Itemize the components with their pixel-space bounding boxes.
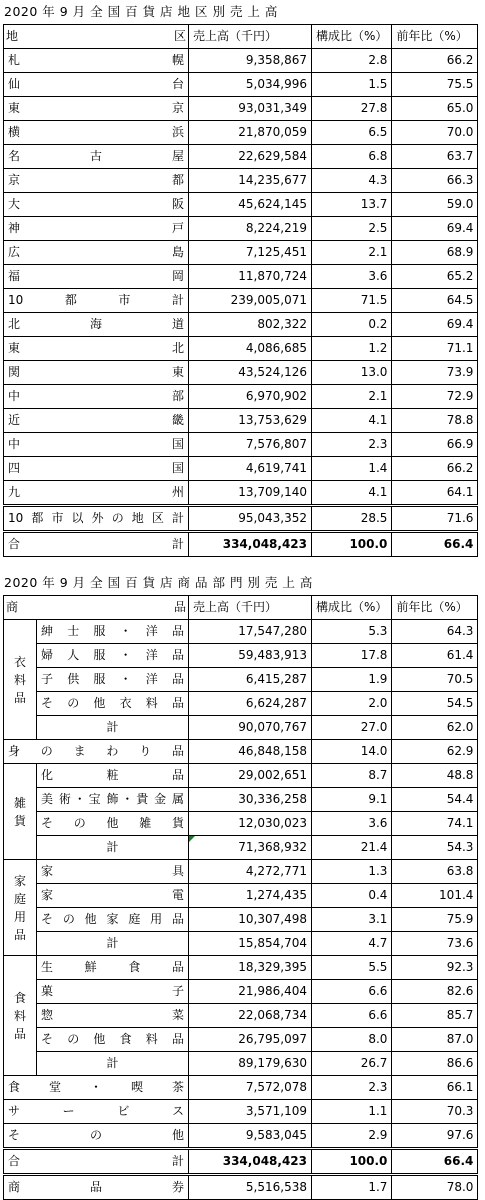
table-row xyxy=(4,1149,478,1175)
sales-value: 14,235,677 xyxy=(189,169,312,193)
table-row xyxy=(4,884,478,908)
yoy-value: 75.9 xyxy=(392,908,478,932)
share-value: 14.0 xyxy=(312,740,392,764)
item-name: 食堂・喫茶 xyxy=(4,1076,189,1100)
region-name: 四国 xyxy=(4,457,189,481)
share-value: 3.6 xyxy=(312,812,392,836)
table-row xyxy=(4,409,478,433)
region-name: 広島 xyxy=(4,241,189,265)
share-value: 1.2 xyxy=(312,337,392,361)
share-value: 100.0 xyxy=(312,532,392,557)
yoy-value: 87.0 xyxy=(392,1028,478,1052)
yoy-value: 68.9 xyxy=(392,241,478,265)
share-value: 1.5 xyxy=(312,73,392,97)
sales-value: 802,322 xyxy=(189,313,312,337)
yoy-value: 71.1 xyxy=(392,337,478,361)
region-name: 神戸 xyxy=(4,217,189,241)
share-value: 5.5 xyxy=(312,956,392,980)
table-row xyxy=(4,764,478,788)
region-name: 中国 xyxy=(4,433,189,457)
yoy-value: 64.5 xyxy=(392,289,478,313)
table-row xyxy=(4,932,478,956)
sales-value: 59,483,913 xyxy=(189,644,312,668)
sales-value: 95,043,352 xyxy=(189,506,312,532)
sales-value: 4,086,685 xyxy=(189,337,312,361)
share-value: 4.3 xyxy=(312,169,392,193)
category-label: 家庭用品 xyxy=(4,860,37,956)
sales-value: 15,854,704 xyxy=(189,932,312,956)
region-name: 大阪 xyxy=(4,193,189,217)
yoy-value: 70.0 xyxy=(392,121,478,145)
sales-value: 5,516,538 xyxy=(189,1175,312,1200)
share-value: 2.1 xyxy=(312,385,392,409)
yoy-value: 101.4 xyxy=(392,884,478,908)
share-value: 2.5 xyxy=(312,217,392,241)
share-value: 3.6 xyxy=(312,265,392,289)
yoy-value: 70.3 xyxy=(392,1100,478,1124)
table-row xyxy=(4,169,478,193)
table-row xyxy=(4,956,478,980)
sales-value: 4,619,741 xyxy=(189,457,312,481)
yoy-value: 54.5 xyxy=(392,692,478,716)
yoy-value: 64.1 xyxy=(392,481,478,506)
table-row xyxy=(4,1028,478,1052)
sales-value: 45,624,145 xyxy=(189,193,312,217)
table-row xyxy=(4,217,478,241)
share-value: 13.0 xyxy=(312,361,392,385)
table-row xyxy=(4,860,478,884)
share-value: 1.9 xyxy=(312,668,392,692)
item-name: 合計 xyxy=(4,1149,189,1175)
region-name: 札幌 xyxy=(4,49,189,73)
sales-value: 90,070,767 xyxy=(189,716,312,740)
sales-value: 3,571,109 xyxy=(189,1100,312,1124)
table-header-row xyxy=(4,25,478,49)
table-row xyxy=(4,908,478,932)
share-value: 8.7 xyxy=(312,764,392,788)
yoy-value: 71.6 xyxy=(392,506,478,532)
sales-value: 7,576,807 xyxy=(189,433,312,457)
region-name: 名古屋 xyxy=(4,145,189,169)
table-row xyxy=(4,337,478,361)
yoy-value: 82.6 xyxy=(392,980,478,1004)
table-row xyxy=(4,481,478,506)
share-value: 2.0 xyxy=(312,692,392,716)
item-name: その他雑貨 xyxy=(37,812,189,836)
region-name: 京都 xyxy=(4,169,189,193)
sales-header: 売上高（千円） xyxy=(189,596,312,620)
sales-value: 9,358,867 xyxy=(189,49,312,73)
sales-value: 8,224,219 xyxy=(189,217,312,241)
share-value: 17.8 xyxy=(312,644,392,668)
category-label: 衣料品 xyxy=(4,620,37,740)
share-value: 0.4 xyxy=(312,884,392,908)
yoy-value: 66.2 xyxy=(392,49,478,73)
sales-value: 11,870,724 xyxy=(189,265,312,289)
table-row xyxy=(4,1124,478,1149)
share-value: 27.8 xyxy=(312,97,392,121)
region-name: 福岡 xyxy=(4,265,189,289)
yoy-value: 66.2 xyxy=(392,457,478,481)
region-name: 東京 xyxy=(4,97,189,121)
sales-value: 29,002,651 xyxy=(189,764,312,788)
share-value: 71.5 xyxy=(312,289,392,313)
table-row xyxy=(4,980,478,1004)
sales-value: 22,629,584 xyxy=(189,145,312,169)
table-row xyxy=(4,644,478,668)
share-value: 6.6 xyxy=(312,980,392,1004)
item-name: サービス xyxy=(4,1100,189,1124)
share-header: 構成比（%） xyxy=(312,596,392,620)
table-row xyxy=(4,1100,478,1124)
share-value: 1.3 xyxy=(312,860,392,884)
category-label: 雑貨 xyxy=(4,764,37,860)
table-row xyxy=(4,532,478,557)
table-row xyxy=(4,1175,478,1200)
sales-value: 334,048,423 xyxy=(189,1149,312,1175)
region-name: 北海道 xyxy=(4,313,189,337)
table-row xyxy=(4,692,478,716)
subtotal-label: 計 xyxy=(37,716,189,740)
share-value: 2.9 xyxy=(312,1124,392,1149)
item-name: 惣菜 xyxy=(37,1004,189,1028)
table-row xyxy=(4,716,478,740)
item-name: 子供服・洋品 xyxy=(37,668,189,692)
table-row xyxy=(4,265,478,289)
yoy-value: 66.4 xyxy=(392,1149,478,1175)
sales-value: 93,031,349 xyxy=(189,97,312,121)
share-value: 1.4 xyxy=(312,457,392,481)
sales-value: 6,624,287 xyxy=(189,692,312,716)
yoy-value: 78.8 xyxy=(392,409,478,433)
table-row xyxy=(4,145,478,169)
item-name: 生鮮食品 xyxy=(37,956,189,980)
share-value: 2.3 xyxy=(312,433,392,457)
table-row xyxy=(4,361,478,385)
yoy-value: 62.9 xyxy=(392,740,478,764)
sales-value: 1,274,435 xyxy=(189,884,312,908)
region-name: 近畿 xyxy=(4,409,189,433)
yoy-value: 63.7 xyxy=(392,145,478,169)
share-value: 26.7 xyxy=(312,1052,392,1076)
yoy-value: 69.4 xyxy=(392,217,478,241)
table-row xyxy=(4,740,478,764)
table-header-row xyxy=(4,596,478,620)
sales-value: 26,795,097 xyxy=(189,1028,312,1052)
subtotal-label: 計 xyxy=(37,836,189,860)
yoy-value: 63.8 xyxy=(392,860,478,884)
yoy-value: 48.8 xyxy=(392,764,478,788)
region-name: 関東 xyxy=(4,361,189,385)
region-name: 仙台 xyxy=(4,73,189,97)
sales-value: 7,125,451 xyxy=(189,241,312,265)
yoy-value: 92.3 xyxy=(392,956,478,980)
table-row xyxy=(4,121,478,145)
subtotal-label: 計 xyxy=(37,932,189,956)
yoy-value: 64.3 xyxy=(392,620,478,644)
share-value: 1.1 xyxy=(312,1100,392,1124)
table-row xyxy=(4,73,478,97)
share-value: 27.0 xyxy=(312,716,392,740)
sales-value: 71,368,932 xyxy=(189,836,312,860)
share-header: 構成比（%） xyxy=(312,25,392,49)
yoy-value: 61.4 xyxy=(392,644,478,668)
sales-value: 21,986,404 xyxy=(189,980,312,1004)
region-name: 横浜 xyxy=(4,121,189,145)
sales-value: 43,524,126 xyxy=(189,361,312,385)
region-name: 九州 xyxy=(4,481,189,506)
product-table-title: 2020 年 9 月 全 国 百 貨 店 商 品 部 門 別 売 上 高 xyxy=(4,575,313,590)
item-name: 化粧品 xyxy=(37,764,189,788)
yoy-header: 前年比（%） xyxy=(392,25,478,49)
item-name: 婦人服・洋品 xyxy=(37,644,189,668)
region-name: 東北 xyxy=(4,337,189,361)
item-name: 菓子 xyxy=(37,980,189,1004)
yoy-value: 66.3 xyxy=(392,169,478,193)
sales-value: 30,336,258 xyxy=(189,788,312,812)
sales-header: 売上高（千円） xyxy=(189,25,312,49)
table-row xyxy=(4,1076,478,1100)
share-value: 3.1 xyxy=(312,908,392,932)
yoy-value: 86.6 xyxy=(392,1052,478,1076)
sales-value: 17,547,280 xyxy=(189,620,312,644)
table-row xyxy=(4,620,478,644)
sales-value: 13,753,629 xyxy=(189,409,312,433)
share-value: 9.1 xyxy=(312,788,392,812)
region-name: 10都市以外の地区計 xyxy=(4,506,189,532)
yoy-value: 66.9 xyxy=(392,433,478,457)
sales-value: 5,034,996 xyxy=(189,73,312,97)
sales-value: 46,848,158 xyxy=(189,740,312,764)
yoy-value: 73.9 xyxy=(392,361,478,385)
share-value: 13.7 xyxy=(312,193,392,217)
yoy-value: 54.4 xyxy=(392,788,478,812)
yoy-value: 70.5 xyxy=(392,668,478,692)
share-value: 5.3 xyxy=(312,620,392,644)
table-row xyxy=(4,668,478,692)
sales-value: 18,329,395 xyxy=(189,956,312,980)
item-name: その他食料品 xyxy=(37,1028,189,1052)
sales-value: 6,415,287 xyxy=(189,668,312,692)
yoy-value: 62.0 xyxy=(392,716,478,740)
share-value: 4.1 xyxy=(312,409,392,433)
table-row xyxy=(4,313,478,337)
region-table-title: 2020 年 9 月 全 国 百 貨 店 地 区 別 売 上 高 xyxy=(4,4,278,19)
yoy-value: 72.9 xyxy=(392,385,478,409)
item-name: 紳士服・洋品 xyxy=(37,620,189,644)
share-value: 8.0 xyxy=(312,1028,392,1052)
yoy-value: 59.0 xyxy=(392,193,478,217)
yoy-value: 74.1 xyxy=(392,812,478,836)
region-name: 合計 xyxy=(4,532,189,557)
table-row xyxy=(4,49,478,73)
table-row xyxy=(4,836,478,860)
yoy-value: 78.0 xyxy=(392,1175,478,1200)
share-value: 2.1 xyxy=(312,241,392,265)
yoy-value: 73.6 xyxy=(392,932,478,956)
region-header: 地 区 xyxy=(4,25,189,49)
product-sales-table xyxy=(3,595,478,1200)
table-row xyxy=(4,1004,478,1028)
share-value: 2.8 xyxy=(312,49,392,73)
product-header: 商 品 xyxy=(4,596,189,620)
table-row xyxy=(4,289,478,313)
table-row xyxy=(4,506,478,532)
item-name: その他衣料品 xyxy=(37,692,189,716)
yoy-value: 65.2 xyxy=(392,265,478,289)
yoy-value: 69.4 xyxy=(392,313,478,337)
yoy-value: 85.7 xyxy=(392,1004,478,1028)
table-row xyxy=(4,241,478,265)
share-value: 100.0 xyxy=(312,1149,392,1175)
region-name: 中部 xyxy=(4,385,189,409)
sales-value: 10,307,498 xyxy=(189,908,312,932)
yoy-header: 前年比（%） xyxy=(392,596,478,620)
sales-value: 239,005,071 xyxy=(189,289,312,313)
item-name: 身のまわり品 xyxy=(4,740,189,764)
share-value: 2.3 xyxy=(312,1076,392,1100)
item-name: その他家庭用品 xyxy=(37,908,189,932)
yoy-value: 66.1 xyxy=(392,1076,478,1100)
yoy-value: 97.6 xyxy=(392,1124,478,1149)
sales-value: 21,870,059 xyxy=(189,121,312,145)
sales-value: 22,068,734 xyxy=(189,1004,312,1028)
yoy-value: 65.0 xyxy=(392,97,478,121)
table-row xyxy=(4,788,478,812)
sales-value: 13,709,140 xyxy=(189,481,312,506)
table-row xyxy=(4,812,478,836)
share-value: 21.4 xyxy=(312,836,392,860)
yoy-value: 54.3 xyxy=(392,836,478,860)
sales-value: 12,030,023 xyxy=(189,812,312,836)
subtotal-label: 計 xyxy=(37,1052,189,1076)
item-name: 美術･宝飾･貴金属 xyxy=(37,788,189,812)
item-name: その他 xyxy=(4,1124,189,1149)
category-label: 食料品 xyxy=(4,956,37,1076)
sales-value: 4,272,771 xyxy=(189,860,312,884)
yoy-value: 75.5 xyxy=(392,73,478,97)
share-value: 4.1 xyxy=(312,481,392,506)
share-value: 4.7 xyxy=(312,932,392,956)
sales-value: 89,179,630 xyxy=(189,1052,312,1076)
share-value: 1.7 xyxy=(312,1175,392,1200)
table-row xyxy=(4,457,478,481)
item-name: 商品券 xyxy=(4,1175,189,1200)
sales-value: 334,048,423 xyxy=(189,532,312,557)
item-name: 家電 xyxy=(37,884,189,908)
table-row xyxy=(4,433,478,457)
sales-value: 7,572,078 xyxy=(189,1076,312,1100)
region-sales-table xyxy=(3,24,478,557)
table-row xyxy=(4,97,478,121)
sales-value: 9,583,045 xyxy=(189,1124,312,1149)
table-row xyxy=(4,1052,478,1076)
share-value: 6.8 xyxy=(312,145,392,169)
sales-value: 6,970,902 xyxy=(189,385,312,409)
yoy-value: 66.4 xyxy=(392,532,478,557)
share-value: 6.6 xyxy=(312,1004,392,1028)
share-value: 0.2 xyxy=(312,313,392,337)
share-value: 6.5 xyxy=(312,121,392,145)
table-row xyxy=(4,385,478,409)
region-name: 10都市計 xyxy=(4,289,189,313)
table-row xyxy=(4,193,478,217)
item-name: 家具 xyxy=(37,860,189,884)
share-value: 28.5 xyxy=(312,506,392,532)
